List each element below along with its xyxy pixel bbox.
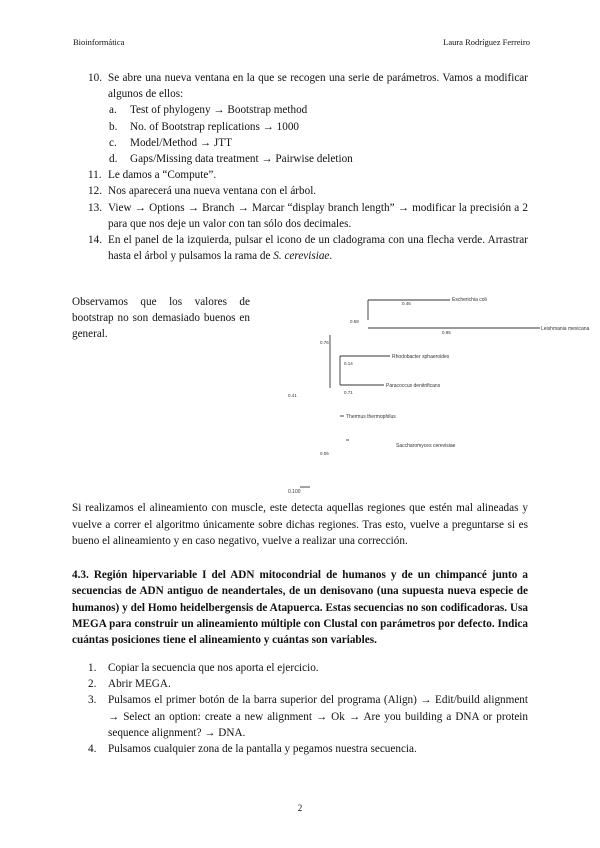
list-item (72, 741, 528, 757)
list-item (72, 660, 528, 676)
sub-list (72, 102, 528, 167)
sub-number: d. (109, 153, 118, 166)
list-number: 12. (88, 185, 102, 198)
list-text: Pulsamos cualquier zona de la pantalla y pegamos nuestra secuencia. (108, 743, 417, 756)
sub-list-item (72, 102, 528, 118)
list-text: Copiar la secuencia que nos aporta el ejercicio. (108, 662, 319, 674)
list-text: View → Options → Branch → Marcar “display branch length” → modificar la precisión a 2 para que nos deje un valor con tan sólo dos decimales. (108, 201, 528, 230)
list-item (72, 232, 528, 264)
tree-label: Leishmania mexicana (541, 326, 590, 332)
tree-label: Rhodobacter sphaeroides (392, 354, 450, 360)
list-number: 11. (88, 169, 102, 182)
species-name: S. cerevisiae (273, 250, 330, 263)
paragraph-muscle: Si realizamos el alineamiento con muscle, este detecta aquellas regiones que estén mal alineadas y vuelve a correr el algoritmo únicamente sobre dichas regiones. Tras esto, vuelve a preguntarse si es bueno el alineamiento y en caso negativo, vuelve a realizar una corrección. (72, 502, 528, 547)
list-item (72, 692, 528, 741)
section-heading: 4.3. Región hipervariable I del ADN mitocondrial de humanos y de un chimpancé junto a secuencias de ADN antiguo de neandertales, de un denisovano (una supuesta nueva especie de humanos) y del Homo heidelbergensis de Atapuerca. Estas secuencias no son codificadoras. Usa MEGA para construir un alineamiento múltiple con Clustal con parámetros por defecto. Indica cuántas posiciones tiene el alineamiento y cuántas son variables. (72, 569, 528, 647)
tree-label: Thermus thermophilus (346, 414, 396, 420)
list-number: 14. (88, 234, 102, 247)
list-number: 4. (88, 743, 97, 756)
sub-list-item (72, 135, 528, 151)
sub-text: Model/Method → JTT (130, 136, 232, 149)
steps-list (72, 70, 528, 264)
list-number: 3. (88, 694, 97, 707)
scale-label: 0.100 (288, 489, 301, 495)
list-text: En el panel de la izquierda, pulsar el icono de un cladograma con una flecha verde. Arrastrar hasta el árbol y pulsamos la rama de (108, 234, 528, 263)
list-text: Le damos a “Compute”. (108, 169, 217, 182)
tree-label: Paracoccus denitrificans (386, 383, 441, 389)
phylogenetic-tree (280, 290, 592, 505)
branch-value: 0.41 (288, 393, 297, 398)
branch-value: 0.14 (344, 361, 353, 366)
steps2-list (72, 660, 528, 757)
sub-text: Test of phylogeny → Bootstrap method (130, 104, 308, 117)
list-number: 13. (88, 201, 102, 214)
page-number: 2 (297, 803, 303, 813)
sub-text: Gaps/Missing data treatment → Pairwise deletion (130, 153, 353, 166)
branch-value: 0.58 (350, 319, 359, 324)
tree-label: Escherichia coli (452, 297, 487, 303)
observation-text: Observamos que los valores de bootstrap no son demasiado buenos en general. (72, 296, 250, 341)
sub-list-item (72, 119, 528, 135)
sub-number: a. (109, 104, 117, 117)
branch-value: 0.95 (442, 330, 451, 335)
sub-list-item (72, 151, 528, 167)
list-number: 10. (88, 72, 102, 84)
list-text: Nos aparecerá una nueva ventana con el árbol. (108, 185, 317, 198)
branch-value: 0.76 (320, 340, 329, 345)
list-item (72, 167, 528, 183)
list-text: Abrir MEGA. (108, 678, 171, 691)
header-left: Bioinformática (73, 37, 125, 47)
list-item (72, 200, 528, 232)
sub-number: b. (109, 120, 118, 133)
list-number: 1. (88, 662, 97, 674)
list-item (72, 676, 528, 692)
list-number: 2. (88, 678, 97, 691)
list-text-end: . (329, 250, 333, 263)
branch-value: 0.71 (344, 390, 353, 395)
header-right: Laura Rodríguez Ferreiro (443, 37, 530, 47)
sub-text: No. of Bootstrap replications → 1000 (130, 120, 300, 133)
sub-number: c. (109, 136, 117, 149)
list-text: Pulsamos el primer botón de la barra superior del programa (Align) → Edit/build alignment → Select an option: create a new alignment → Ok → Are you building a DNA or protein sequence alignment? → DNA. (108, 694, 528, 739)
list-item (72, 70, 528, 167)
tree-label: Saccharomyces cerevisiae (396, 443, 456, 449)
list-item (72, 183, 528, 199)
branch-value: 0.05 (320, 451, 329, 456)
branch-value: 0.45 (402, 301, 411, 306)
list-text: Se abre una nueva ventana en la que se recogen una serie de parámetros. Vamos a modificar algunos de ellos: (108, 72, 528, 101)
